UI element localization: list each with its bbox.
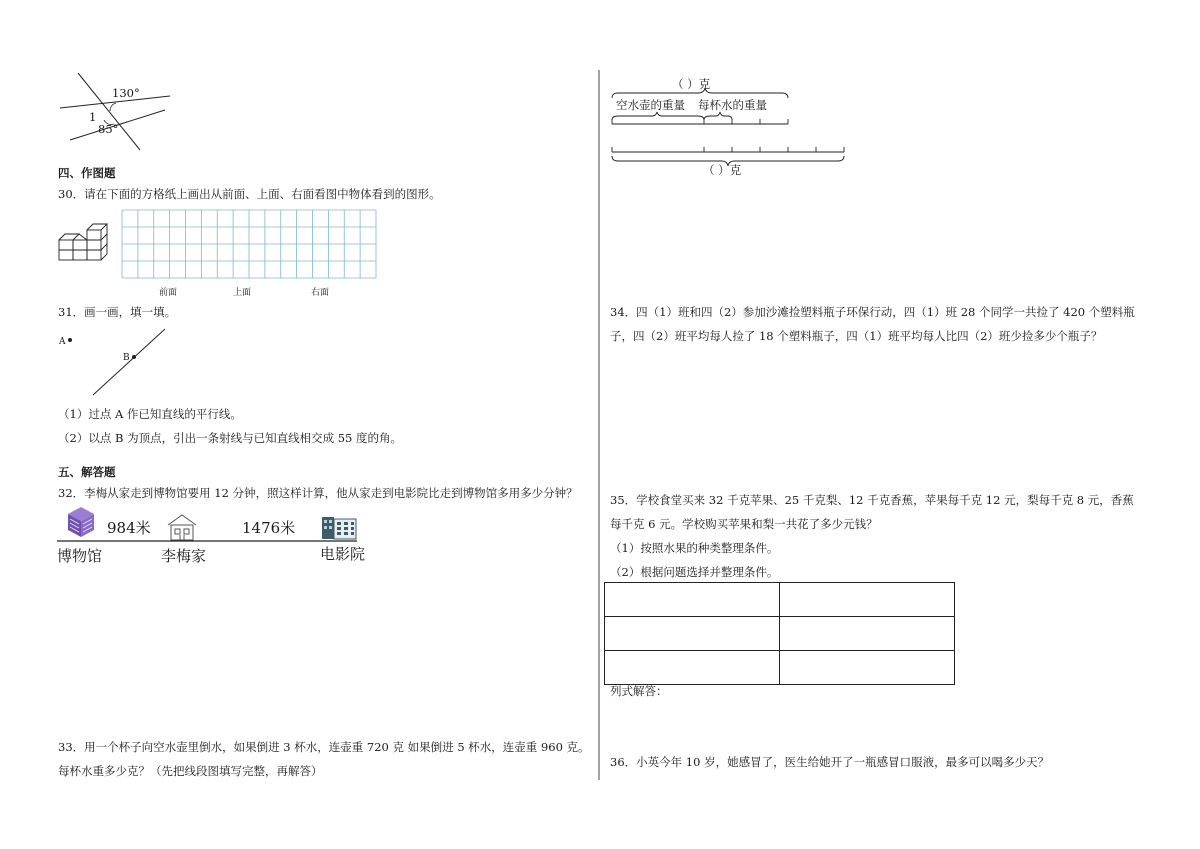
segment-label-empty-pot: 空水壶的重量 [616, 98, 685, 112]
segment-top-label: （ ）克 [672, 77, 711, 91]
answer-label: 列式解答： [610, 684, 668, 698]
section-four-title: 四、作图题 [58, 166, 116, 180]
grid-label-right: 右面 [311, 288, 330, 298]
place-cinema: 电影院 [320, 545, 366, 563]
column-divider [598, 70, 600, 780]
table-cell[interactable] [780, 617, 955, 651]
question-31-sub2: （2）以点 B 为顶点，引出一条射线与已知直线相交成 55 度的角。 [58, 431, 403, 445]
table-cell[interactable] [605, 617, 780, 651]
angle-130-label: 130° [112, 86, 140, 100]
table-row [605, 617, 955, 651]
segment-bottom-label: （ ）克 [703, 163, 742, 177]
grid-paper [121, 209, 377, 279]
question-31-sub1: （1）过点 A 作已知直线的平行线。 [58, 407, 242, 421]
table-row [605, 651, 955, 685]
place-museum: 博物馆 [57, 547, 103, 565]
question-35-sub2: （2）根据问题选择并整理条件。 [610, 565, 779, 579]
distance-1476: 1476米 [242, 519, 296, 537]
grid-label-front: 前面 [159, 288, 178, 298]
table-cell[interactable] [605, 651, 780, 685]
angle-1-label: 1 [89, 110, 97, 124]
grid-label-top: 上面 [233, 288, 252, 298]
question-34-line1: 34．四（1）班和四（2）参加沙滩捡塑料瓶子环保行动，四（1）班 28 个同学一共捡了 420 个塑料瓶 [610, 305, 1135, 319]
angle-figure [50, 68, 190, 158]
question-32-text: 32．李梅从家走到博物馆要用 12 分钟，照这样计算，他从家走到电影院比走到博物馆多用多少分钟？ [58, 486, 578, 500]
home-icon [165, 513, 199, 543]
point-a-label: A [59, 337, 66, 347]
question-36-text: 36．小英今年 10 岁，她感冒了，医生给她开了一瓶感冒口服液，最多可以喝多少天？ [610, 755, 1050, 769]
question-35-line1: 35．学校食堂买来 32 千克苹果、25 千克梨、12 千克香蕉，苹果每千克 12 元，梨每千克 8 元，香蕉 [610, 493, 1134, 507]
section-five-title: 五、解答题 [58, 465, 116, 479]
point-b-label: B [123, 353, 130, 363]
question-33-line1: 33．用一个杯子向空水壶里倒水，如果倒进 3 杯水，连壶重 720 克 如果倒进 5 杯水，连壶重 960 克。 [58, 740, 590, 754]
question-35-sub1: （1）按照水果的种类整理条件。 [610, 541, 779, 555]
point-line-figure [58, 328, 168, 398]
question-31-text: 31．画一画，填一填。 [58, 305, 177, 319]
question-30-text: 30．请在下面的方格纸上画出从前面、上面、右面看图中物体看到的图形。 [58, 187, 441, 201]
question-33-line2: 每杯水重多少克？（先把线段图填写完整，再解答） [58, 764, 323, 778]
table-cell[interactable] [605, 583, 780, 617]
place-home: 李梅家 [161, 547, 207, 565]
table-cell[interactable] [780, 583, 955, 617]
route-line [57, 540, 357, 544]
question-35-line2: 每千克 6 元。学校购买苹果和梨一共花了多少元钱？ [610, 517, 878, 531]
segment-label-cup-water: 每杯水的重量 [698, 98, 767, 112]
angle-85-label: 85° [98, 122, 119, 136]
answer-table [604, 582, 955, 685]
distance-984: 984米 [107, 519, 151, 537]
table-row [605, 583, 955, 617]
table-cell[interactable] [780, 651, 955, 685]
point-b [132, 355, 136, 359]
question-34-line2: 子，四（2）班平均每人捡了 18 个塑料瓶子，四（1）班平均每人比四（2）班少捡多少个瓶子？ [610, 329, 1103, 343]
museum-building-icon [64, 504, 98, 538]
cube-figure [57, 226, 117, 266]
cinema-building-icon [321, 515, 357, 541]
point-a [68, 338, 72, 342]
